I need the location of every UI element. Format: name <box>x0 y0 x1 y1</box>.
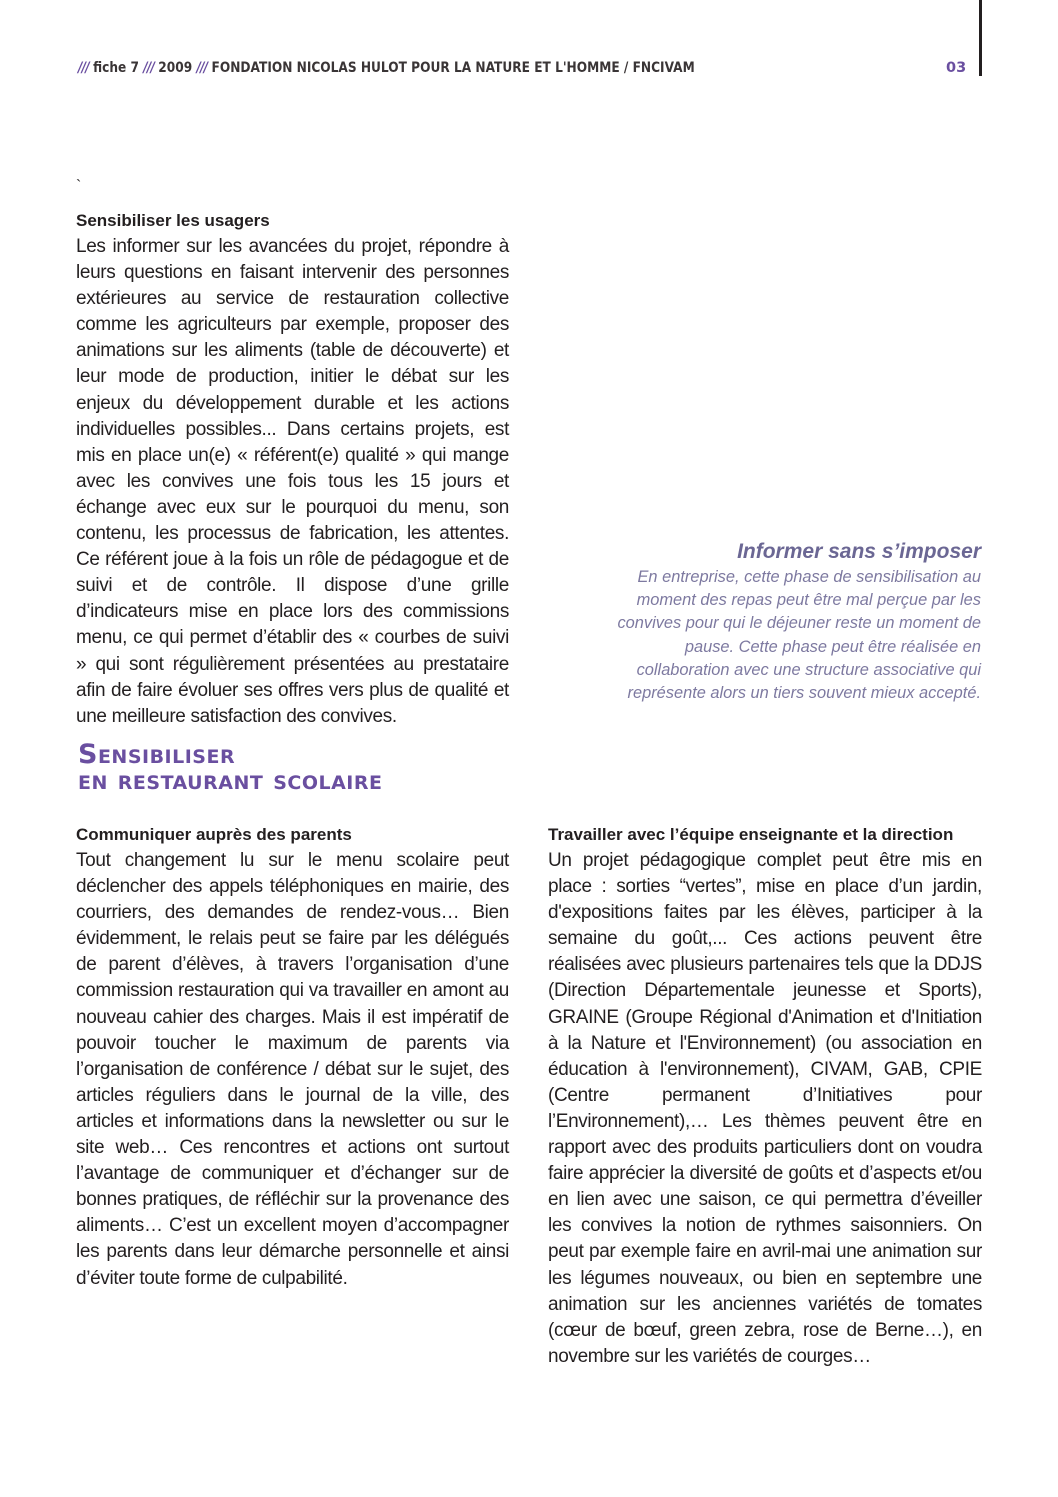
stray-mark: ` <box>76 178 82 195</box>
section-title <box>78 739 383 796</box>
header-fiche: fiche 7 <box>93 60 139 76</box>
running-header <box>78 60 834 82</box>
section-title-line1: Sensibiliser <box>78 739 236 770</box>
sidebar-title: Informer sans s’imposer <box>737 540 981 563</box>
page-edge-rule <box>979 0 982 76</box>
page-number: 03 <box>946 60 967 76</box>
section-title-line2: en restaurant scolaire <box>78 765 383 796</box>
header-separator: /// <box>143 60 155 76</box>
parents-paragraph: Tout changement lu sur le menu scolaire peut déclencher des appels téléphoniques en mairie, des courriers, des demandes de rendez-vous… Bien évidemment, le relais peut se faire par les délégués de parent d’élèves, à travers l’organisation d’une commission restauration qui va travailler en amont au nouveau cahier des charges. Mais il est impératif de pouvoir toucher le maximum de parents via l’organisation de conférence / débat sur le sujet, des articles réguliers dans le journal de la ville, des articles et informations dans la newsletter ou sur le site web… Ces rencontres et actions ont surtout l’avantage de communiquer et d’échanger sur de bonnes pratiques, de réfléchir sur la provenance des aliments… C’est un excellent moyen d’accompagner les parents dans leur démarche personnelle et ainsi d’éviter toute forme de culpabilité. <box>76 850 509 1289</box>
parents-heading: Communiquer auprès des parents <box>76 825 352 844</box>
header-separator: /// <box>196 60 208 76</box>
header-year: 2009 <box>158 60 193 76</box>
usagers-paragraph: Les informer sur les avancées du projet, répondre à leurs questions en faisant intervenir des personnes extérieures au service de restauration collective comme les agriculteurs par exemple, proposer des animations sur les aliments (table de découverte) et leur mode de production, initier le débat sur les enjeux du développement durable et les actions individuelles possibles... Dans certains projets, est mis en place un(e) « référent(e) qualité » qui mange avec les convives une fois tous les 15 jours et échange avec eux sur le pourquoi du menu, son contenu, les processus de fabrication, les attentes. Ce référent joue à la fois un rôle de pédagogue et de suivi et de contrôle. Il dispose d’une grille d’indicateurs mise en place lors des commissions menu, ce qui permet d’établir des « courbes de suivi » qui sont régulièrement présentées au prestataire afin de faire évoluer ses offres vers plus de qualité et une meilleure satisfaction des convives. <box>76 236 509 727</box>
header-organisation: FONDATION NICOLAS HULOT POUR LA NATURE ET L'HOMME / FNCIVAM <box>211 60 695 76</box>
header-separator: /// <box>78 60 89 76</box>
usagers-heading: Sensibiliser les usagers <box>76 211 270 230</box>
section-equipe <box>548 822 982 1370</box>
equipe-heading: Travailler avec l’équipe enseignante et la direction <box>548 825 954 844</box>
section-parents <box>76 822 509 1292</box>
sidebar-text: En entreprise, cette phase de sensibilisation au moment des repas peut être mal perçue par les convives pour qui le déjeuner reste un moment de pause. Cette phase peut être réalisée en collaboration avec une structure associative qui représente alors un tiers souvent mieux accepté. <box>617 568 981 703</box>
equipe-paragraph: Un projet pédagogique complet peut être mis en place : sorties “vertes”, mise en place d’un jardin, d'expositions faites par les élèves, participer à la semaine du goût,... Ces actions peuvent être réalisées avec plusieurs partenaires tels que la DDJS (Direction Départementale jeunesse et Sports), GRAINE (Groupe Régional d'Animation et d'Initiation à la Nature et l'Environnement) (ou association en éducation à l'environnement), CIVAM, GAB, CPIE (Centre permanent d’Initiatives pour l’Environnement),… Les thèmes peuvent être en rapport avec des produits particuliers dont on voudra faire apprécier la diversité de goûts et d’aspects et/ou en lien avec une saison, ce qui permettra d’éveiller les convives la notion de rythmes saisonniers. On peut par exemple faire en avril-mai une animation sur les légumes nouveaux, ou bien en septembre une animation sur les anciennes variétés de tomates (cœur de bœuf, green zebra, rose de Berne…), en novembre sur les variétés de courges… <box>548 850 982 1367</box>
section-usagers <box>76 208 509 730</box>
sidebar-callout <box>600 538 981 705</box>
